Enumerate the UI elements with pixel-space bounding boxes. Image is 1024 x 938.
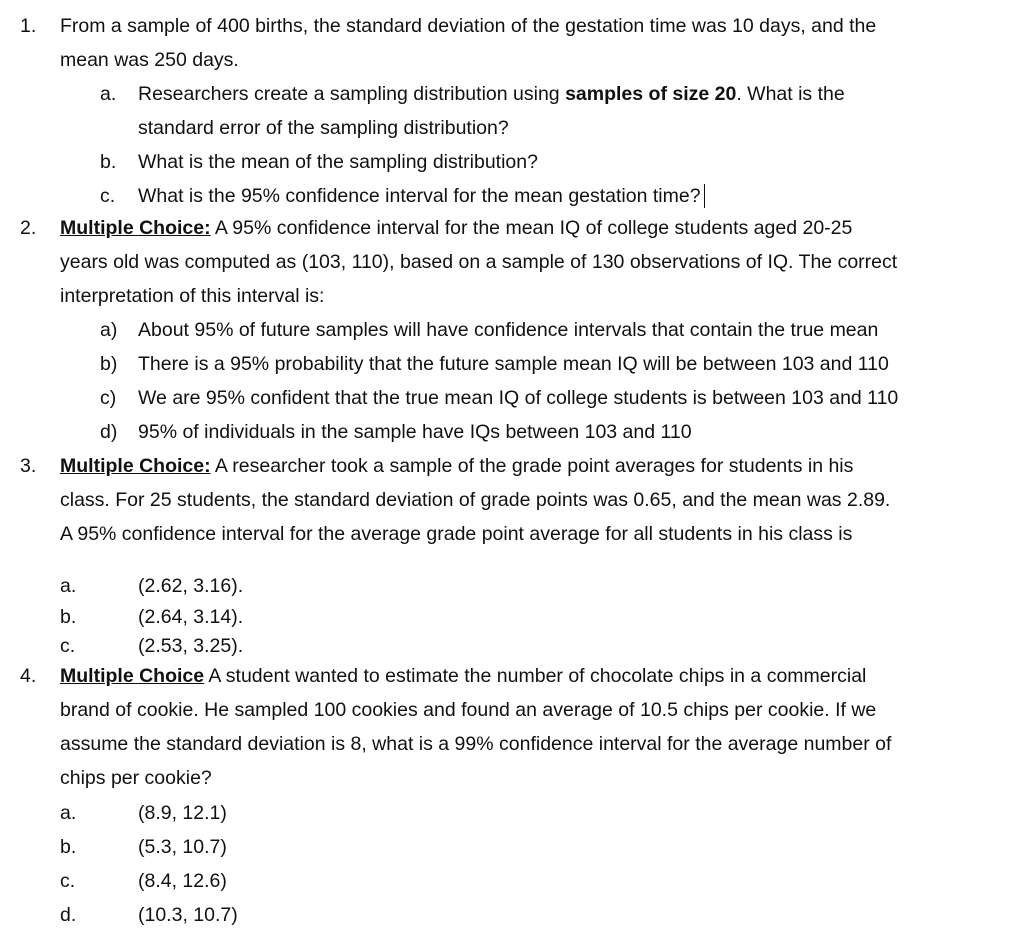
question-1c-text: What is the 95% confidence interval for the mean gestation time? <box>138 185 701 207</box>
question-2-label: Multiple Choice: <box>60 217 211 239</box>
question-4-option-a-marker: a. <box>60 802 77 824</box>
question-2-line-1 <box>60 216 852 240</box>
question-2-option-d-marker: d) <box>100 421 118 443</box>
question-3-option-a-text: (2.62, 3.16). <box>138 575 244 597</box>
question-3-option-a-marker: a. <box>60 575 77 597</box>
question-4-option-a-text: (8.9, 12.1) <box>138 802 227 824</box>
question-1a-marker: a. <box>100 83 117 105</box>
question-2-option-b-text: There is a 95% probability that the future sample mean IQ will be between 103 and 110 <box>138 353 889 375</box>
question-4-option-d-text: (10.3, 10.7) <box>138 904 238 926</box>
question-1a-text <box>138 82 845 106</box>
question-4-line-4: chips per cookie? <box>60 767 212 789</box>
question-4-option-d-marker: d. <box>60 904 77 926</box>
question-1-line-2: mean was 250 days. <box>60 49 239 71</box>
question-2-number: 2. <box>20 217 37 239</box>
question-1-line-1: From a sample of 400 births, the standard deviation of the gestation time was 10 days, and the <box>60 15 877 37</box>
question-2-first-line: A 95% confidence interval for the mean IQ of college students aged 20-25 <box>210 217 853 239</box>
question-1b-text: What is the mean of the sampling distribution? <box>138 151 538 173</box>
text-cursor <box>704 184 706 208</box>
question-3-option-b-text: (2.64, 3.14). <box>138 606 244 628</box>
question-4-number: 4. <box>20 665 37 687</box>
question-4-option-c-marker: c. <box>60 870 76 892</box>
question-3-label: Multiple Choice: <box>60 455 211 477</box>
question-2-option-d-text: 95% of individuals in the sample have IQs between 103 and 110 <box>138 421 692 443</box>
question-1a-text-after: . What is the <box>736 83 845 105</box>
question-1a-text-before: Researchers create a sampling distribution using <box>138 83 566 105</box>
question-3-line-2: class. For 25 students, the standard deviation of grade points was 0.65, and the mean was 2.89. <box>60 489 891 511</box>
question-2-line-3: interpretation of this interval is: <box>60 285 325 307</box>
question-4-line-1 <box>60 664 866 688</box>
question-4-label: Multiple Choice <box>60 665 205 687</box>
question-3-number: 3. <box>20 455 37 477</box>
question-1b-marker: b. <box>100 151 117 173</box>
question-3-option-c-marker: c. <box>60 635 76 657</box>
question-2-line-2: years old was computed as (103, 110), based on a sample of 130 observations of IQ. The correct <box>60 251 898 273</box>
question-1c-marker: c. <box>100 185 116 207</box>
question-4-option-c-text: (8.4, 12.6) <box>138 870 227 892</box>
question-4-option-b-text: (5.3, 10.7) <box>138 836 227 858</box>
question-2-option-b-marker: b) <box>100 353 118 375</box>
question-3-first-line: A researcher took a sample of the grade point averages for students in his <box>210 455 854 477</box>
question-2-option-a-text: About 95% of future samples will have confidence intervals that contain the true mean <box>138 319 879 341</box>
question-3-line-3: A 95% confidence interval for the average grade point average for all students in his class is <box>60 523 853 545</box>
question-4-line-3: assume the standard deviation is 8, what is a 99% confidence interval for the average number of <box>60 733 892 755</box>
question-2-option-c-marker: c) <box>100 387 117 409</box>
question-4-option-b-marker: b. <box>60 836 77 858</box>
question-1-number: 1. <box>20 15 37 37</box>
question-4-first-line: A student wanted to estimate the number of chocolate chips in a commercial <box>204 665 867 687</box>
question-1a-bold: samples of size 20 <box>565 83 737 105</box>
question-3-option-c-text: (2.53, 3.25). <box>138 635 244 657</box>
question-1c-line <box>138 184 705 208</box>
question-2-option-a-marker: a) <box>100 319 118 341</box>
question-1a-continuation: standard error of the sampling distribution? <box>138 117 509 139</box>
question-3-line-1 <box>60 454 853 478</box>
question-4-line-2: brand of cookie. He sampled 100 cookies and found an average of 10.5 chips per cookie. If we <box>60 699 877 721</box>
question-3-option-b-marker: b. <box>60 606 77 628</box>
question-2-option-c-text: We are 95% confident that the true mean IQ of college students is between 103 and 110 <box>138 387 899 409</box>
